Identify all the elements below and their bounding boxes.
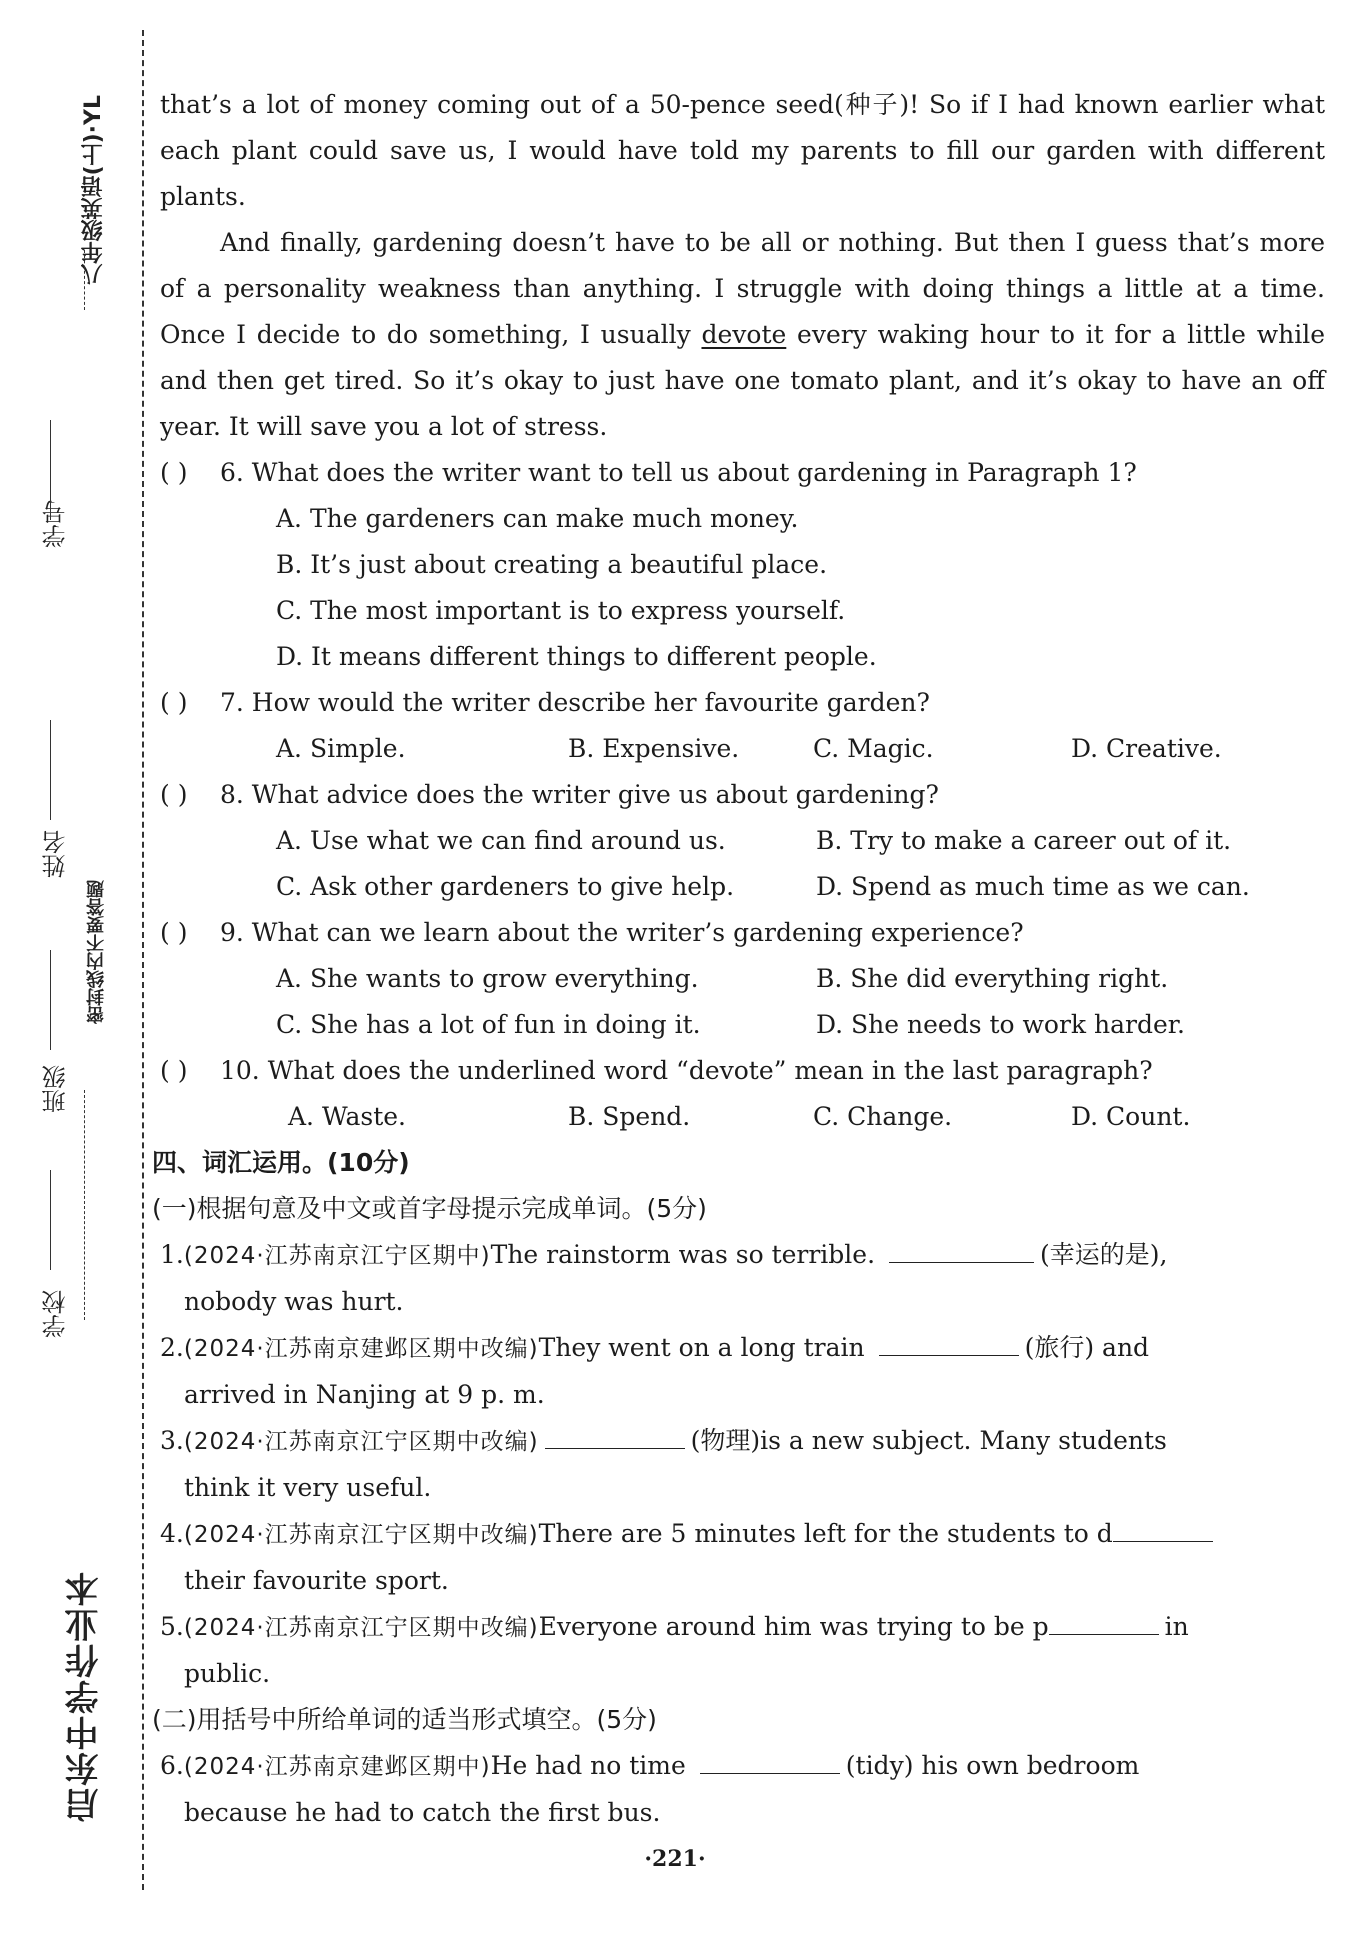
- option-d: D. It means different things to different people.: [276, 642, 877, 671]
- class-blank[interactable]: [50, 950, 51, 1050]
- student-id-blank[interactable]: [50, 420, 51, 520]
- exercise-number: 5.: [160, 1612, 184, 1641]
- answer-blank[interactable]: [545, 1418, 685, 1449]
- exercise-hint: (幸运的是),: [1040, 1240, 1168, 1269]
- exercise-2: [160, 1325, 1325, 1418]
- exercise-hint: in: [1164, 1612, 1189, 1641]
- exercise-text: There are 5 minutes left for the students to: [538, 1519, 1089, 1548]
- answer-bracket[interactable]: ( ): [160, 918, 188, 947]
- option-c: C. The most important is to express yourself.: [276, 596, 846, 625]
- exercise-source: (2024·江苏南京建邺区期中改编): [183, 1336, 539, 1362]
- exercise-1: [160, 1232, 1325, 1325]
- exercise-source: (2024·江苏南京江宁区期中改编): [183, 1522, 539, 1548]
- question-8: [160, 772, 1325, 818]
- answer-blank[interactable]: [889, 1232, 1034, 1263]
- question-text: 7. How would the writer describe her favourite garden?: [220, 688, 930, 717]
- option-a: A. She wants to grow everything.: [276, 964, 699, 993]
- question-9: [160, 910, 1325, 956]
- option-c: C. Magic.: [813, 734, 934, 763]
- exercise-continuation: think it very useful.: [184, 1473, 432, 1502]
- page-number: ·221·: [644, 1846, 706, 1872]
- page-content: [152, 82, 1325, 1836]
- option-a: A. Simple.: [276, 734, 406, 763]
- question-text: 9. What can we learn about the writer’s gardening experience?: [220, 918, 1024, 947]
- option-b: B. She did everything right.: [816, 964, 1169, 993]
- option-a: A. Use what we can find around us.: [276, 826, 726, 855]
- question-text: 8. What advice does the writer give us about gardening?: [220, 780, 939, 809]
- passage-paragraph-1: that’s a lot of money coming out of a 50-pence seed(种子)! So if I had known earlier what each plant could save us, I would have told my parents to fill our garden with different plants.: [160, 90, 1325, 211]
- exercise-number: 2.: [160, 1333, 184, 1362]
- underlined-word-devote: devote: [701, 320, 787, 349]
- answer-bracket[interactable]: ( ): [160, 1056, 188, 1085]
- class-label: 班级: [42, 1065, 70, 1113]
- answer-blank[interactable]: [700, 1743, 840, 1774]
- option-c: C. Change.: [813, 1102, 953, 1131]
- part-1-title: (一)根据句意及中文或首字母提示完成单词。(5分): [152, 1194, 707, 1223]
- book-label: 八年级英语(上)·YL: [81, 95, 106, 286]
- passage-paragraph-2: [160, 220, 1325, 450]
- school-label: 学校: [42, 1290, 70, 1338]
- school-blank[interactable]: [50, 1170, 51, 1270]
- answer-blank[interactable]: [879, 1325, 1019, 1356]
- question-7-options: [276, 726, 1325, 772]
- exercise-hint: (tidy) his own bedroom: [845, 1751, 1140, 1780]
- seal-note: 密封线内不要答题: [86, 880, 107, 1024]
- exercise-6: [160, 1743, 1325, 1836]
- exercise-continuation: their favourite sport.: [184, 1566, 449, 1595]
- name-blank[interactable]: [50, 720, 51, 820]
- answer-bracket[interactable]: ( ): [160, 688, 188, 717]
- exercise-5: [160, 1604, 1325, 1697]
- exercise-number: 3.: [160, 1426, 184, 1455]
- exercise-source: (2024·江苏南京江宁区期中改编): [183, 1429, 539, 1455]
- exercise-text: The rainstorm was so terrible.: [490, 1240, 876, 1269]
- option-d: D. Count.: [1071, 1102, 1191, 1131]
- paragraph-2-text-a: And finally, gardening doesn’t have to be all or nothing. But then I guess that’s more of a personality weakness than anything. I struggle with doing things a little at a time. Once I decide to do something, I usually: [160, 228, 1325, 349]
- initial-letter-hint: p: [1032, 1612, 1049, 1641]
- question-7: [160, 680, 1325, 726]
- margin-dash-mid: [84, 1090, 85, 1320]
- exercise-source: (2024·江苏南京江宁区期中): [183, 1243, 491, 1269]
- exercise-continuation: public.: [184, 1659, 271, 1688]
- series-title: 启东中学作业本: [65, 1570, 105, 1822]
- answer-bracket[interactable]: ( ): [160, 780, 188, 809]
- binding-margin: [0, 0, 140, 1956]
- option-b: B. It’s just about creating a beautiful place.: [276, 550, 828, 579]
- option-d: D. Spend as much time as we can.: [816, 872, 1250, 901]
- option-b: B. Spend.: [568, 1102, 691, 1131]
- answer-blank[interactable]: [1049, 1604, 1159, 1635]
- answer-bracket[interactable]: ( ): [160, 458, 188, 487]
- exercise-hint: (旅行) and: [1024, 1333, 1150, 1362]
- question-text: 6. What does the writer want to tell us about gardening in Paragraph 1?: [220, 458, 1137, 487]
- exercise-3: [160, 1418, 1325, 1511]
- answer-blank[interactable]: [1113, 1511, 1213, 1542]
- question-8-options: [276, 818, 1325, 910]
- question-6: [160, 450, 1325, 496]
- option-c: C. She has a lot of fun in doing it.: [276, 1010, 701, 1039]
- initial-letter-hint: d: [1096, 1519, 1113, 1548]
- exercise-source: (2024·江苏南京建邺区期中): [183, 1754, 491, 1780]
- question-10-options: [288, 1094, 1325, 1140]
- exercise-text: They went on a long train: [538, 1333, 865, 1362]
- student-id-label: 学号: [42, 500, 70, 548]
- seal-dashed-line: [142, 30, 144, 1890]
- exercise-4: [160, 1511, 1325, 1604]
- question-text: 10. What does the underlined word “devote” mean in the last paragraph?: [220, 1056, 1153, 1085]
- exercise-text: He had no time: [490, 1751, 686, 1780]
- exercise-continuation: nobody was hurt.: [184, 1287, 404, 1316]
- exercise-text: Everyone around him was trying to be: [538, 1612, 1025, 1641]
- option-c: C. Ask other gardeners to give help.: [276, 872, 735, 901]
- exercise-number: 6.: [160, 1751, 184, 1780]
- option-a: A. Waste.: [288, 1102, 406, 1131]
- question-9-options: [276, 956, 1325, 1048]
- option-b: B. Try to make a career out of it.: [816, 826, 1232, 855]
- margin-dash-top: [84, 250, 85, 310]
- exercise-continuation: arrived in Nanjing at 9 p. m.: [184, 1380, 545, 1409]
- exercise-continuation: because he had to catch the first bus.: [184, 1798, 661, 1827]
- option-b: B. Expensive.: [568, 734, 740, 763]
- exercise-source: (2024·江苏南京江宁区期中改编): [183, 1615, 539, 1641]
- option-d: D. Creative.: [1071, 734, 1222, 763]
- question-10: [160, 1048, 1325, 1094]
- exercise-hint: (物理)is a new subject. Many students: [690, 1426, 1167, 1455]
- exercise-number: 4.: [160, 1519, 184, 1548]
- name-label: 姓名: [42, 830, 70, 878]
- exercise-number: 1.: [160, 1240, 184, 1269]
- part-2-title: (二)用括号中所给单词的适当形式填空。(5分): [152, 1705, 657, 1734]
- paragraph-2-text-b: every waking hour to it for a little while and then get tired. So it’s okay to just have one tomato plant, and it’s okay to have an off year. It will save you a lot of stress.: [160, 320, 1325, 441]
- option-a: A. The gardeners can make much money.: [276, 504, 799, 533]
- question-6-options: [276, 496, 1325, 680]
- option-d: D. She needs to work harder.: [816, 1010, 1185, 1039]
- section-4-title: 四、词汇运用。(10分): [152, 1148, 410, 1177]
